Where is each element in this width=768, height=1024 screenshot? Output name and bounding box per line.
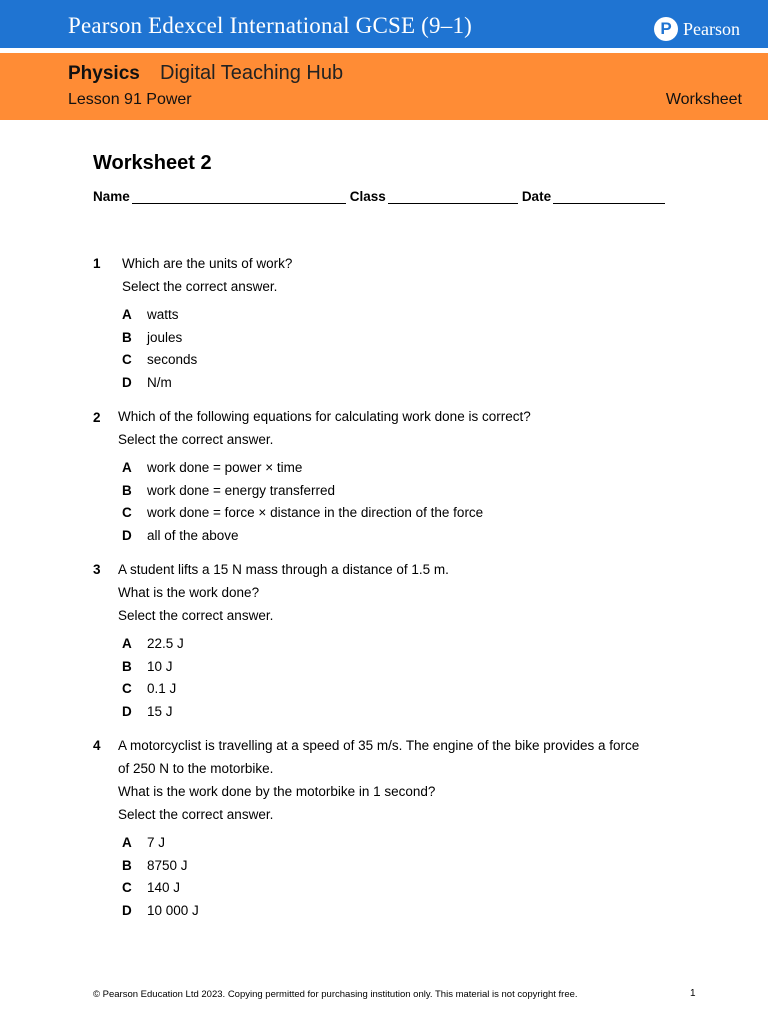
option-text: seconds (147, 352, 198, 367)
question-text (118, 734, 639, 826)
question-line: Which of the following equations for calculating work done is correct? (118, 409, 531, 424)
option-text: 22.5 J (147, 636, 184, 651)
option-letter: D (122, 528, 132, 543)
question-line: Select the correct answer. (118, 608, 274, 623)
question-line: A student lifts a 15 N mass through a distance of 1.5 m. (118, 562, 449, 577)
option-letter: B (122, 330, 132, 345)
question-line: A motorcyclist is travelling at a speed of 35 m/s. The engine of the bike provides a force (118, 738, 640, 753)
option-letter: D (122, 903, 132, 918)
student-details (93, 189, 665, 204)
question-line: What is the work done? (118, 585, 260, 600)
option-letter: A (122, 460, 132, 475)
question-text (118, 405, 531, 451)
hub-title: Digital Teaching Hub (160, 62, 344, 84)
option-letter: A (122, 636, 132, 651)
question-line: Select the correct answer. (122, 279, 278, 294)
option-letter: C (122, 880, 132, 895)
worksheet-title: Worksheet 2 (93, 152, 212, 174)
option-text: 7 J (147, 835, 166, 850)
question-text (122, 252, 292, 298)
option-text: N/m (147, 375, 172, 390)
name-label: Name (93, 189, 130, 204)
option-text: 8750 J (147, 858, 188, 873)
pearson-logo (654, 17, 740, 41)
option-letter: D (122, 375, 132, 390)
option-letter: A (122, 307, 132, 322)
option-text: all of the above (147, 528, 239, 543)
option-letter: B (122, 659, 132, 674)
option-text: 15 J (147, 704, 173, 719)
option-letter: C (122, 352, 132, 367)
option-letter: B (122, 483, 132, 498)
lesson-title: Lesson 91 Power (68, 91, 192, 108)
qualification-title: Pearson Edexcel International GCSE (9–1) (68, 13, 472, 38)
option-letter: C (122, 505, 132, 520)
question-number: 1 (93, 256, 101, 271)
page-number: 1 (690, 988, 696, 999)
question-line: of 250 N to the motorbike. (118, 761, 274, 776)
question-number: 3 (93, 562, 101, 577)
class-label: Class (349, 189, 386, 204)
name-field[interactable] (132, 190, 346, 204)
option-text: 140 J (147, 880, 181, 895)
option-text: work done = force × distance in the direction of the force (147, 505, 484, 520)
option-letter: A (122, 835, 132, 850)
option-text: joules (147, 330, 183, 345)
pearson-logo-icon: P (654, 17, 678, 41)
question-line: Which are the units of work? (122, 256, 293, 271)
question-line: Select the correct answer. (118, 432, 274, 447)
subject-title: Physics (68, 63, 140, 84)
class-field[interactable] (388, 190, 518, 204)
option-text: work done = power × time (147, 460, 303, 475)
doc-type-label: Worksheet (665, 91, 742, 108)
date-label: Date (521, 189, 552, 204)
option-letter: D (122, 704, 132, 719)
option-text: 10 000 J (147, 903, 199, 918)
question-number: 4 (93, 738, 101, 753)
date-field[interactable] (553, 190, 665, 204)
option-letter: C (122, 681, 132, 696)
pearson-logo-text: Pearson (683, 18, 740, 39)
option-text: work done = energy transferred (147, 483, 335, 498)
option-text: 0.1 J (147, 681, 177, 696)
question-number: 2 (93, 410, 101, 425)
question-line: Select the correct answer. (118, 807, 274, 822)
question-line: What is the work done by the motorbike in 1 second? (118, 784, 436, 799)
copyright-notice: © Pearson Education Ltd 2023. Copying permitted for purchasing institution only. This material is not copyright free. (93, 989, 578, 1000)
question-text (118, 558, 449, 627)
option-letter: B (122, 858, 132, 873)
option-text: 10 J (147, 659, 173, 674)
option-text: watts (147, 307, 179, 322)
